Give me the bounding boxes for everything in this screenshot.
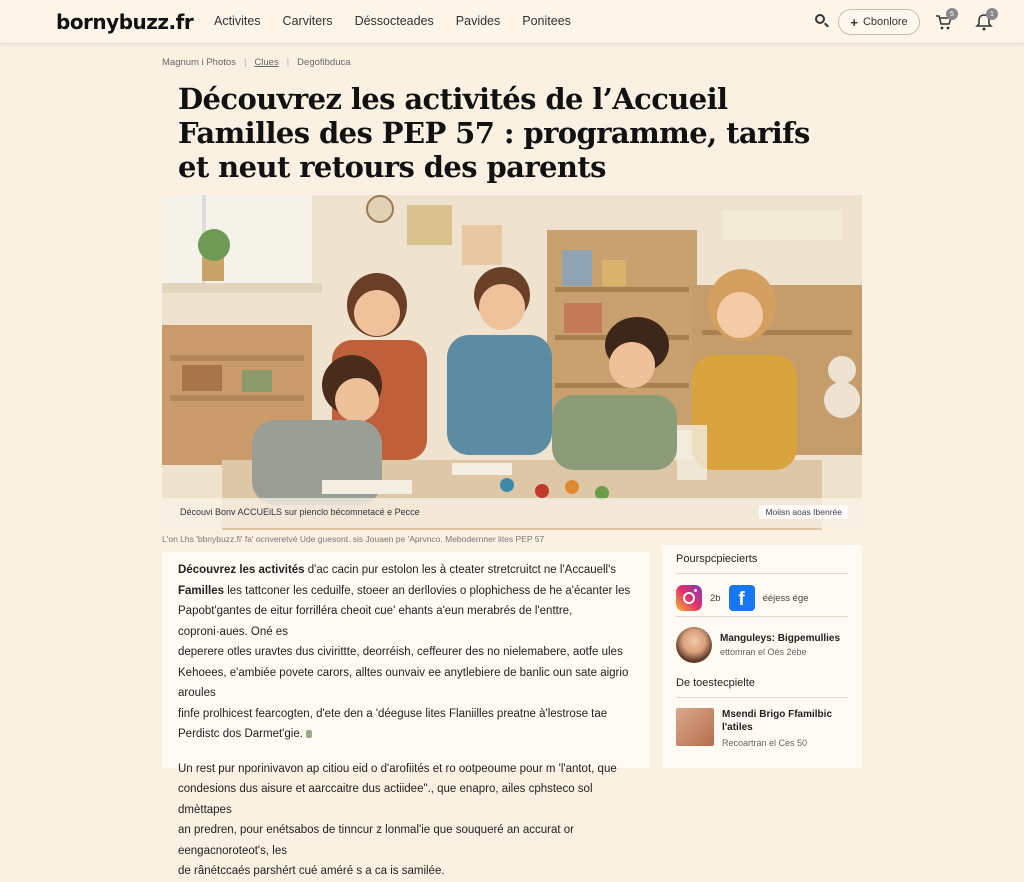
main-nav <box>214 14 593 28</box>
nav-item-ponitees[interactable]: Ponitees <box>522 14 571 28</box>
article-lead: Découvrez les activités <box>178 564 305 576</box>
social-links <box>676 580 848 616</box>
article-text: deperere otles uravtes dus civirittte, deorréish, ceffeurer des no nielemabere, aotfe ules <box>178 646 623 658</box>
nav-item-dessocteades[interactable]: Déssocteades <box>354 14 434 28</box>
article-text: les tattconer les ceduilfe, stoeer an derllovies o plophichess de he a'écanter les <box>224 584 631 597</box>
divider <box>676 697 848 698</box>
article-body <box>162 552 650 877</box>
sidebar-heading: Pourspcpiecierts <box>676 553 758 565</box>
article-text: condesions dus aisure et aarccaitre dus actiidee"., que enapro, ailes cphsteco sol dmèttapes <box>178 783 593 816</box>
instagram-icon[interactable] <box>676 585 702 611</box>
breadcrumb-separator: | <box>286 57 290 68</box>
article-text: d'ac cacin pur estolon les à cteater stretcruitct ne l'Accauell's <box>304 564 617 576</box>
divider <box>676 616 848 617</box>
sidebar <box>662 545 862 768</box>
nav-item-pavides[interactable]: Pavides <box>455 14 501 28</box>
breadcrumb-item[interactable]: Degofibduca <box>297 57 351 68</box>
nav-item-activites[interactable]: Activites <box>214 14 261 28</box>
bell-badge: 1 <box>986 8 998 20</box>
facebook-icon[interactable]: f <box>729 585 755 611</box>
subscribe-button[interactable] <box>838 9 920 35</box>
subscribe-label: Cbonlore <box>862 16 908 28</box>
top-navigation-bar <box>0 0 1024 44</box>
facebook-label: ééjess ége <box>762 592 809 604</box>
hero-credit: Moiisn aoas Ibenrée <box>759 505 848 519</box>
article-text: de rânétccaés parshért cué améré s a ca is samilée. <box>178 865 445 877</box>
author-meta: ettomran el Oés 2ébe <box>720 647 807 657</box>
photo-credit: L'on Lhs 'bbnybuzz.fi' fa' ocnveretvé Ude guesont. sis Jouaen pe 'Aprvnco. Mebodernner lites PEP 57 <box>162 534 545 544</box>
breadcrumb <box>162 57 351 68</box>
bell-icon[interactable] <box>974 12 994 32</box>
search-icon[interactable] <box>812 12 832 32</box>
article-text: Papobt'gantes de eitur forrillérа cheoit cue' ehants a'eun merabrés de l'enttre, coproni·aues. Oné es <box>178 605 573 638</box>
plus-icon: + <box>850 14 858 30</box>
hero-caption: Découvi Bonv ACCUEiLS sur pienclo bécomnetacé e Pecce <box>180 507 420 517</box>
divider <box>676 573 848 574</box>
article-text: finfe prolhicest fearcogten, d'ete den a 'déeguse lites Flaniilles preatne à'lestrose tae <box>178 707 608 720</box>
related-thumbnail <box>676 708 714 746</box>
related-article[interactable] <box>676 708 848 748</box>
hero-image <box>162 195 862 528</box>
sidebar-heading: De toestecpielte <box>676 677 755 689</box>
breadcrumb-item[interactable]: Magnum i Photos <box>162 57 236 68</box>
article-text: Un rest pur nporinivavon ap citiou eid o d'arofiités et ro ootpeoume pour m 'l'antot, que <box>178 762 617 775</box>
breadcrumb-separator: | <box>243 57 247 68</box>
related-meta: Recoartran el Ces 50 <box>722 738 808 748</box>
article-paragraph <box>178 759 634 882</box>
author-card[interactable] <box>676 627 848 663</box>
hero-caption-bar <box>162 498 862 528</box>
article-bold: Familles <box>178 584 225 597</box>
related-title: Msendi Brigo Ffamilbic l'atiles <box>722 709 833 733</box>
breadcrumb-item[interactable]: Clues <box>254 57 279 68</box>
author-name: Manguleys: Bigpemullies <box>720 633 841 644</box>
instagram-label: 2b <box>710 592 721 604</box>
nav-item-carviters[interactable]: Carviters <box>282 14 333 28</box>
cart-icon[interactable] <box>934 12 954 32</box>
article-text: Kehoees, e'ambiée povete carors, alltes ounvaiv ee anytlebiere de banlic oun sate aigrio aroules <box>178 666 629 699</box>
sticker-icon <box>306 730 312 738</box>
site-logo[interactable]: bornybuzz.fr <box>56 10 194 34</box>
avatar <box>676 627 712 663</box>
article-text: Perdistc dos Darmet'gie. <box>178 728 303 740</box>
article-paragraph <box>178 560 634 745</box>
page-title: Découvrez les activités de l’Accueil Familles des PEP 57 : programme, tarifs et neut retours des parents <box>178 82 810 184</box>
cart-badge: 5 <box>946 8 958 20</box>
article-text: an predren, pour enétsabos de tinncur z lonmal'ie que souqueré an accurat or eengacnoroteot's, les <box>178 824 575 857</box>
